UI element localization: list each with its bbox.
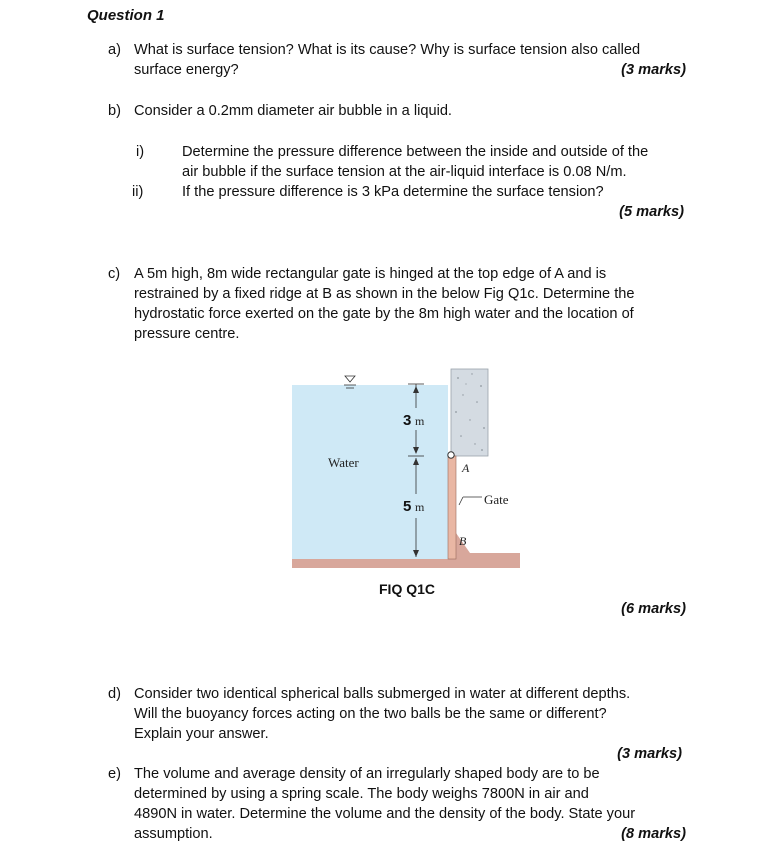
- part-c-marks: (6 marks): [621, 601, 686, 617]
- dimension-top-unit: m: [415, 414, 425, 428]
- part-d-label: d): [108, 686, 121, 702]
- part-e-line: determined by using a spring scale. The body weighs 7800N in air and: [134, 786, 589, 802]
- part-d-marks: (3 marks): [617, 746, 682, 762]
- hinge-a: [448, 452, 454, 458]
- part-c-label: c): [108, 266, 121, 282]
- dimension-bottom-number: 5: [403, 498, 412, 515]
- water-region: [292, 385, 448, 559]
- part-d-line: Explain your answer.: [134, 726, 269, 742]
- point-a-label: A: [462, 461, 470, 475]
- part-e-label: e): [108, 766, 121, 782]
- water-label: Water: [328, 455, 359, 470]
- dimension-top-number: 3: [403, 412, 412, 429]
- part-c-line: A 5m high, 8m wide rectangular gate is hinged at the top edge of A and is: [134, 266, 607, 282]
- part-c-line: hydrostatic force exerted on the gate by the 8m high water and the location of: [134, 306, 634, 322]
- part-d-line: Will the buoyancy forces acting on the two balls be the same or different?: [134, 706, 607, 722]
- part-b-i-label: i): [136, 144, 145, 160]
- part-b-ii-label: ii): [132, 184, 144, 200]
- ground: [292, 559, 520, 568]
- part-e-line: The volume and average density of an irregularly shaped body are to be: [134, 766, 600, 782]
- part-a-marks: (3 marks): [621, 62, 686, 78]
- part-b-i-line: air bubble if the surface tension at the air-liquid interface is 0.08 N/m.: [182, 164, 627, 180]
- part-b-label: b): [108, 103, 121, 119]
- part-b-text: Consider a 0.2mm diameter air bubble in a liquid.: [134, 103, 452, 119]
- part-e-marks: (8 marks): [621, 826, 686, 842]
- gate-figure: [285, 364, 530, 574]
- part-a-line: What is surface tension? What is its cause? Why is surface tension also called: [134, 42, 641, 58]
- question-title: Question 1: [87, 7, 165, 24]
- point-b-label: B: [459, 534, 467, 548]
- part-b-marks: (5 marks): [619, 204, 684, 220]
- gate: [448, 456, 456, 559]
- part-c-line: pressure centre.: [134, 326, 240, 342]
- part-a-label: a): [108, 42, 121, 58]
- part-b-i-line: Determine the pressure difference between the inside and outside of the: [182, 144, 649, 160]
- part-e-line: assumption.: [134, 826, 213, 842]
- part-d-line: Consider two identical spherical balls submerged in water at different depths.: [134, 686, 631, 702]
- figure-caption: FIQ Q1C: [379, 581, 436, 597]
- part-a-line: surface energy?: [134, 62, 239, 78]
- part-c-line: restrained by a fixed ridge at B as shown in the below Fig Q1c. Determine the: [134, 286, 635, 302]
- part-b-ii-line: If the pressure difference is 3 kPa determine the surface tension?: [182, 184, 604, 200]
- gate-label: Gate: [484, 492, 509, 507]
- part-e-line: 4890N in water. Determine the volume and the density of the body. State your: [134, 806, 636, 822]
- dimension-bottom-unit: m: [415, 500, 425, 514]
